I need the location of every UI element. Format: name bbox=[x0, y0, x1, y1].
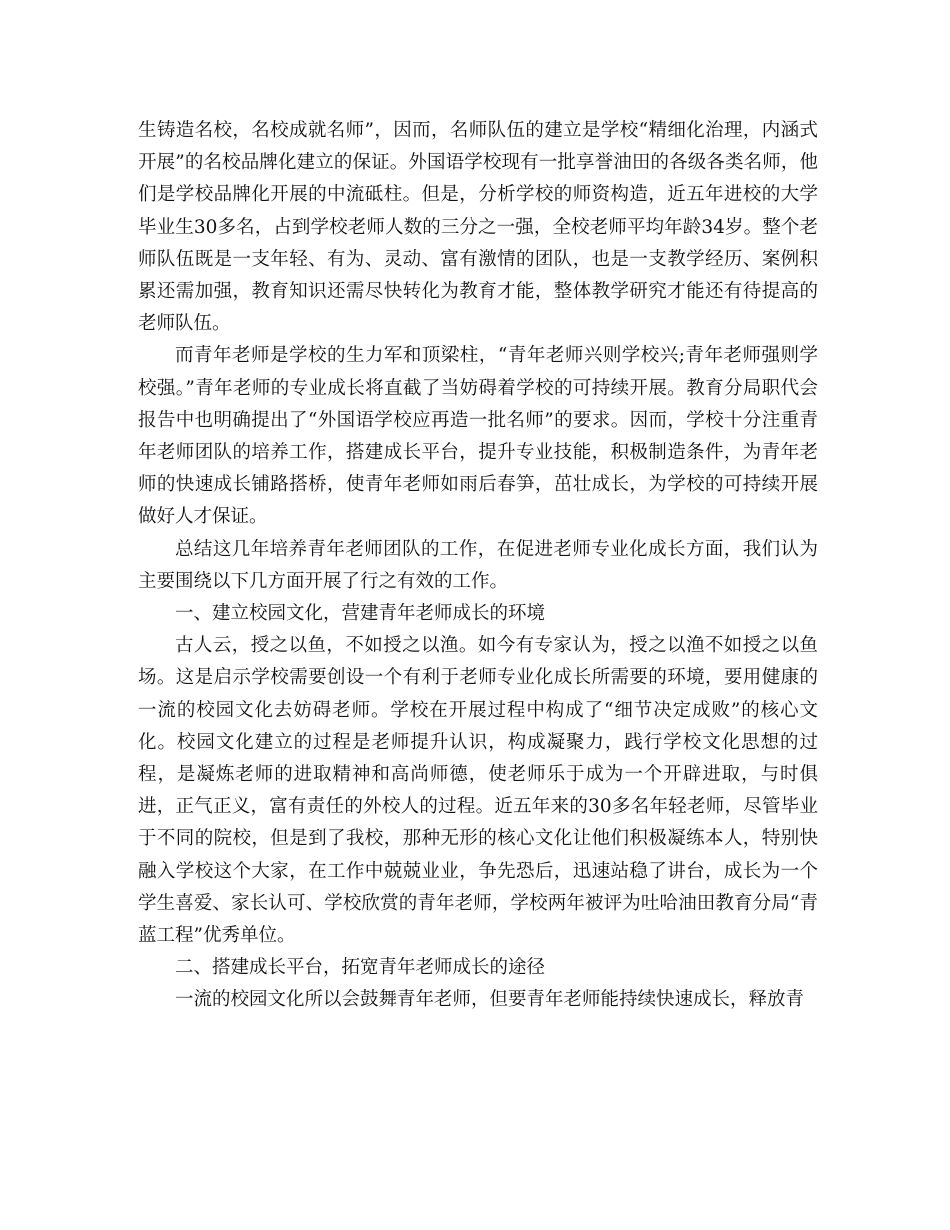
section-heading-2: 二、搭建成长平台，拓宽青年老师成长的途径 bbox=[175, 957, 546, 979]
paragraph-growth-platform: 一流的校园文化所以会鼓舞青年老师，但要青年老师能持续快速成长，释放青 bbox=[175, 989, 805, 1011]
paragraph-campus-culture: 古人云，授之以鱼，不如授之以渔。如今有专家认为，授之以渔不如授之以鱼场。这是启示学校需要创设一个有利于老师专业化成长所需要的环境，要用健康的一流的校园文化去妨碍老师。学校在开展过程中构成了“细节决定成败”的核心文化。校园文化建立的过程是老师提升认识，构成凝聚力，践行学校文化思想的过程，是凝炼老师的进取精神和高尚师德，使老师乐于成为一个开辟进取，与时俱进，正气正义，富有责任的外校人的过程。近五年来的30多名年轻老师，尽管毕业于不同的院校，但是到了我校，那种无形的核心文化让他们积极凝练本人，特别快融入学校这个大家，在工作中兢兢业业，争先恐后，迅速站稳了讲台，成长为一个学生喜爱、家长认可、学校欣赏的青年老师，学校两年被评为吐哈油田教育分局“青蓝工程”优秀单位。 bbox=[138, 635, 818, 947]
document-body bbox=[138, 115, 818, 1017]
paragraph-summary: 总结这几年培养青年老师团队的工作，在促进老师专业化成长方面，我们认为主要围绕以下几方面开展了行之有效的工作。 bbox=[138, 538, 818, 592]
paragraph-young-teachers: 而青年老师是学校的生力军和顶梁柱，“青年老师兴则学校兴;青年老师强则学校强。”青年老师的专业成长将直截了当妨碍着学校的可持续开展。教育分局职代会报告中也明确提出了“外国语学校应再造一批名师”的要求。因而，学校十分注重青年老师团队的培养工作，搭建成长平台，提升专业技能，积极制造条件，为青年老师的快速成长铺路搭桥，使青年老师如雨后春笋，茁壮成长，为学校的可持续开展做好人才保证。 bbox=[138, 345, 818, 528]
section-heading-1: 一、建立校园文化，营建青年老师成长的环境 bbox=[175, 603, 546, 625]
paragraph-continuation: 生铸造名校，名校成就名师”，因而，名师队伍的建立是学校“精细化治理，内涵式开展”的名校品牌化建立的保证。外国语学校现有一批享誉油田的各级各类名师，他们是学校品牌化开展的中流砥柱。但是，分析学校的师资构造，近五年进校的大学毕业生30多名，占到学校老师人数的三分之一强，全校老师平均年龄34岁。整个老师队伍既是一支年轻、有为、灵动、富有激情的团队，也是一支教学经历、案例积累还需加强，教育知识还需尽快转化为教育才能，整体教学研究才能还有待提高的老师队伍。 bbox=[138, 120, 818, 335]
